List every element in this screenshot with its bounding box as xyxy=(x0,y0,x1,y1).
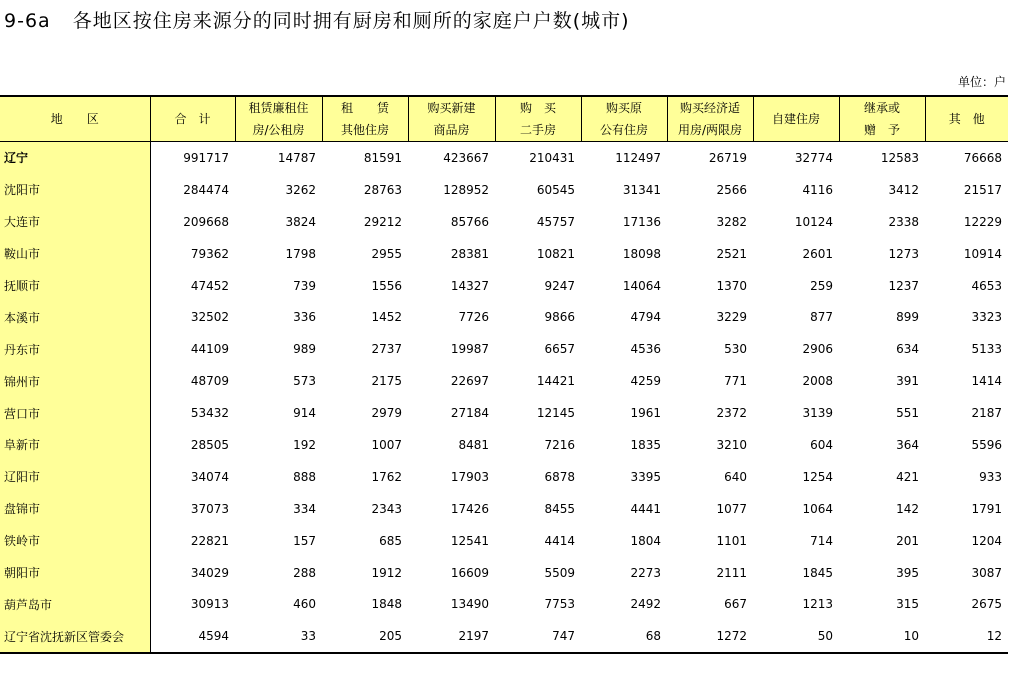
table-row xyxy=(0,557,1008,589)
value-cell: 3139 xyxy=(802,406,833,421)
value-cell: 32774 xyxy=(794,150,833,165)
value-cell: 2979 xyxy=(371,406,402,421)
value-cell: 2175 xyxy=(371,374,402,389)
column-header-line1: 购买经济适 xyxy=(679,101,740,115)
value-cell: 3262 xyxy=(285,182,316,197)
value-cell: 28381 xyxy=(450,246,489,261)
value-cell: 4414 xyxy=(544,533,575,548)
value-cell: 336 xyxy=(293,310,316,325)
value-cell: 19987 xyxy=(450,342,489,357)
value-cell: 4794 xyxy=(630,310,661,325)
value-cell: 2338 xyxy=(888,214,919,229)
table-row xyxy=(0,461,1008,493)
value-cell: 16609 xyxy=(450,565,489,580)
value-cell: 31341 xyxy=(622,182,661,197)
value-cell: 2343 xyxy=(371,501,402,516)
value-cell: 714 xyxy=(810,533,833,548)
value-cell: 6878 xyxy=(544,469,575,484)
value-cell: 112497 xyxy=(615,150,661,165)
table-row xyxy=(0,365,1008,397)
value-cell: 1414 xyxy=(971,374,1002,389)
value-cell: 68 xyxy=(581,620,667,653)
region-cell: 盘锦市 xyxy=(0,493,150,525)
value-cell: 888 xyxy=(293,469,316,484)
column-header xyxy=(753,96,839,142)
value-cell: 1254 xyxy=(802,469,833,484)
value-cell: 2492 xyxy=(630,597,661,612)
value-cell: 3282 xyxy=(716,214,747,229)
value-cell: 201 xyxy=(896,533,919,548)
table-row xyxy=(0,333,1008,365)
value-cell: 205 xyxy=(322,620,408,653)
value-cell: 3087 xyxy=(971,565,1002,580)
column-header-line1: 购买新建 xyxy=(427,101,476,115)
region-cell: 本溪市 xyxy=(0,301,150,333)
value-cell: 8481 xyxy=(458,437,489,452)
value-cell: 3210 xyxy=(716,437,747,452)
region-cell: 丹东市 xyxy=(0,333,150,365)
value-cell: 2906 xyxy=(802,342,833,357)
column-header-line2: 公有住房 xyxy=(599,123,648,137)
value-cell: 32502 xyxy=(190,310,229,325)
value-cell: 12229 xyxy=(963,214,1002,229)
column-header-line1: 其 他 xyxy=(948,112,985,126)
column-header-line2: 赠 予 xyxy=(863,123,900,137)
value-cell: 1762 xyxy=(371,469,402,484)
value-cell: 551 xyxy=(896,406,919,421)
value-cell: 3412 xyxy=(888,182,919,197)
table-title: 各地区按住房来源分的同时拥有厨房和厕所的家庭户户数(城市) xyxy=(72,10,630,32)
value-cell: 7753 xyxy=(544,597,575,612)
value-cell: 1835 xyxy=(630,437,661,452)
table-row xyxy=(0,206,1008,238)
table-row xyxy=(0,270,1008,302)
value-cell: 142 xyxy=(896,501,919,516)
value-cell: 1370 xyxy=(716,278,747,293)
value-cell: 85766 xyxy=(450,214,489,229)
value-cell: 933 xyxy=(979,469,1002,484)
value-cell: 334 xyxy=(293,501,316,516)
value-cell: 1452 xyxy=(371,310,402,325)
value-cell: 76668 xyxy=(963,150,1002,165)
value-cell: 12145 xyxy=(536,406,575,421)
value-cell: 2111 xyxy=(716,565,747,580)
value-cell: 423667 xyxy=(443,150,489,165)
region-cell: 沈阳市 xyxy=(0,174,150,206)
value-cell: 7726 xyxy=(458,310,489,325)
value-cell: 2197 xyxy=(408,620,495,653)
value-cell: 157 xyxy=(293,533,316,548)
value-cell: 22821 xyxy=(190,533,229,548)
column-header xyxy=(408,96,495,142)
value-cell: 5133 xyxy=(971,342,1002,357)
value-cell: 17426 xyxy=(450,501,489,516)
value-cell: 395 xyxy=(896,565,919,580)
region-cell: 鞍山市 xyxy=(0,238,150,270)
value-cell: 4441 xyxy=(630,501,661,516)
value-cell: 48709 xyxy=(190,374,229,389)
value-cell: 4116 xyxy=(802,182,833,197)
value-cell: 22697 xyxy=(450,374,489,389)
region-cell: 葫芦岛市 xyxy=(0,588,150,620)
table-body xyxy=(0,142,1008,654)
column-header xyxy=(495,96,581,142)
column-header xyxy=(322,96,408,142)
value-cell: 460 xyxy=(293,597,316,612)
value-cell: 2566 xyxy=(716,182,747,197)
value-cell: 1848 xyxy=(371,597,402,612)
value-cell: 44109 xyxy=(190,342,229,357)
value-cell: 421 xyxy=(896,469,919,484)
value-cell: 7216 xyxy=(544,437,575,452)
value-cell: 3323 xyxy=(971,310,1002,325)
value-cell: 1798 xyxy=(285,246,316,261)
value-cell: 14064 xyxy=(622,278,661,293)
value-cell: 209668 xyxy=(183,214,229,229)
value-cell: 4653 xyxy=(971,278,1002,293)
column-header-line1: 继承或 xyxy=(863,101,900,115)
value-cell: 28763 xyxy=(363,182,402,197)
value-cell: 1272 xyxy=(667,620,753,653)
value-cell: 1845 xyxy=(802,565,833,580)
value-cell: 2601 xyxy=(802,246,833,261)
value-cell: 28505 xyxy=(190,437,229,452)
value-cell: 1204 xyxy=(971,533,1002,548)
value-cell: 640 xyxy=(724,469,747,484)
value-cell: 739 xyxy=(293,278,316,293)
value-cell: 47452 xyxy=(190,278,229,293)
value-cell: 45757 xyxy=(536,214,575,229)
column-header xyxy=(235,96,322,142)
region-cell: 大连市 xyxy=(0,206,150,238)
value-cell: 9866 xyxy=(544,310,575,325)
region-cell: 阜新市 xyxy=(0,429,150,461)
header-row xyxy=(0,96,1008,142)
value-cell: 5509 xyxy=(544,565,575,580)
value-cell: 1961 xyxy=(630,406,661,421)
value-cell: 2521 xyxy=(716,246,747,261)
value-cell: 4259 xyxy=(630,374,661,389)
page-title xyxy=(4,6,630,33)
value-cell: 914 xyxy=(293,406,316,421)
value-cell: 13490 xyxy=(450,597,489,612)
value-cell: 26719 xyxy=(708,150,747,165)
value-cell: 3395 xyxy=(630,469,661,484)
value-cell: 573 xyxy=(293,374,316,389)
value-cell: 2955 xyxy=(371,246,402,261)
region-cell: 营口市 xyxy=(0,397,150,429)
value-cell: 284474 xyxy=(183,182,229,197)
value-cell: 989 xyxy=(293,342,316,357)
value-cell: 192 xyxy=(293,437,316,452)
value-cell: 12541 xyxy=(450,533,489,548)
value-cell: 1237 xyxy=(888,278,919,293)
value-cell: 667 xyxy=(724,597,747,612)
value-cell: 5596 xyxy=(971,437,1002,452)
value-cell: 37073 xyxy=(190,501,229,516)
table-row xyxy=(0,429,1008,461)
value-cell: 1791 xyxy=(971,501,1002,516)
value-cell: 128952 xyxy=(443,182,489,197)
table-row xyxy=(0,525,1008,557)
value-cell: 17136 xyxy=(622,214,661,229)
value-cell: 364 xyxy=(896,437,919,452)
value-cell: 18098 xyxy=(622,246,661,261)
table-row xyxy=(0,397,1008,429)
value-cell: 30913 xyxy=(190,597,229,612)
data-table xyxy=(0,95,1008,654)
value-cell: 877 xyxy=(810,310,833,325)
value-cell: 1064 xyxy=(802,501,833,516)
value-cell: 899 xyxy=(896,310,919,325)
column-header-line2: 商品房 xyxy=(433,123,470,137)
region-cell: 辽宁省沈抚新区管委会 xyxy=(0,620,150,653)
unit-label: 单位：户 xyxy=(957,75,1006,89)
value-cell: 50 xyxy=(753,620,839,653)
column-header-line1: 购买原 xyxy=(605,101,642,115)
value-cell: 10 xyxy=(839,620,925,653)
value-cell: 2008 xyxy=(802,374,833,389)
column-header-line2: 二手房 xyxy=(519,123,556,137)
value-cell: 8455 xyxy=(544,501,575,516)
column-header-line1: 地 区 xyxy=(50,112,99,126)
value-cell: 634 xyxy=(896,342,919,357)
table-row xyxy=(0,620,1008,653)
value-cell: 2737 xyxy=(371,342,402,357)
table-row xyxy=(0,493,1008,525)
column-header xyxy=(839,96,925,142)
value-cell: 1912 xyxy=(371,565,402,580)
table-row xyxy=(0,588,1008,620)
table-row xyxy=(0,301,1008,333)
value-cell: 33 xyxy=(235,620,322,653)
value-cell: 2372 xyxy=(716,406,747,421)
value-cell: 1213 xyxy=(802,597,833,612)
column-header xyxy=(150,96,235,142)
column-header-line1: 购 买 xyxy=(519,101,556,115)
value-cell: 1101 xyxy=(716,533,747,548)
table-code: 9-6a xyxy=(4,10,51,32)
table-header xyxy=(0,96,1008,142)
value-cell: 391 xyxy=(896,374,919,389)
value-cell: 288 xyxy=(293,565,316,580)
value-cell: 1273 xyxy=(888,246,919,261)
value-cell: 53432 xyxy=(190,406,229,421)
column-header-line1: 租 赁 xyxy=(340,101,389,115)
value-cell: 4536 xyxy=(630,342,661,357)
value-cell: 14787 xyxy=(277,150,316,165)
value-cell: 991717 xyxy=(183,150,229,165)
value-cell: 12 xyxy=(925,620,1008,653)
value-cell: 10821 xyxy=(536,246,575,261)
column-header-line2: 用房/两限房 xyxy=(677,123,743,137)
value-cell: 210431 xyxy=(529,150,575,165)
column-header-line2: 房/公租房 xyxy=(252,123,305,137)
column-header-line1: 自建住房 xyxy=(771,112,820,126)
value-cell: 1077 xyxy=(716,501,747,516)
value-cell: 1556 xyxy=(371,278,402,293)
region-cell: 朝阳市 xyxy=(0,557,150,589)
value-cell: 771 xyxy=(724,374,747,389)
value-cell: 17903 xyxy=(450,469,489,484)
value-cell: 259 xyxy=(810,278,833,293)
value-cell: 34029 xyxy=(190,565,229,580)
column-header xyxy=(925,96,1008,142)
region-cell: 辽阳市 xyxy=(0,461,150,493)
column-header-line1: 租赁廉租住 xyxy=(248,101,309,115)
region-cell: 辽宁 xyxy=(0,142,150,174)
value-cell: 4594 xyxy=(150,620,235,653)
value-cell: 12583 xyxy=(880,150,919,165)
table-row xyxy=(0,142,1008,174)
value-cell: 685 xyxy=(379,533,402,548)
value-cell: 34074 xyxy=(190,469,229,484)
value-cell: 9247 xyxy=(544,278,575,293)
value-cell: 27184 xyxy=(450,406,489,421)
value-cell: 2273 xyxy=(630,565,661,580)
table-row xyxy=(0,174,1008,206)
value-cell: 6657 xyxy=(544,342,575,357)
column-header-line1: 合 计 xyxy=(174,112,211,126)
value-cell: 60545 xyxy=(536,182,575,197)
value-cell: 10914 xyxy=(963,246,1002,261)
column-header xyxy=(0,96,150,142)
value-cell: 747 xyxy=(495,620,581,653)
value-cell: 3824 xyxy=(285,214,316,229)
value-cell: 29212 xyxy=(363,214,402,229)
value-cell: 3229 xyxy=(716,310,747,325)
value-cell: 2675 xyxy=(971,597,1002,612)
value-cell: 604 xyxy=(810,437,833,452)
column-header xyxy=(581,96,667,142)
value-cell: 1007 xyxy=(371,437,402,452)
value-cell: 81591 xyxy=(363,150,402,165)
region-cell: 锦州市 xyxy=(0,365,150,397)
value-cell: 21517 xyxy=(963,182,1002,197)
value-cell: 1804 xyxy=(630,533,661,548)
value-cell: 530 xyxy=(724,342,747,357)
value-cell: 14421 xyxy=(536,374,575,389)
value-cell: 315 xyxy=(896,597,919,612)
value-cell: 2187 xyxy=(971,406,1002,421)
table-row xyxy=(0,238,1008,270)
column-header xyxy=(667,96,753,142)
region-cell: 抚顺市 xyxy=(0,270,150,302)
value-cell: 79362 xyxy=(190,246,229,261)
value-cell: 14327 xyxy=(450,278,489,293)
value-cell: 10124 xyxy=(794,214,833,229)
column-header-line2: 其他住房 xyxy=(340,123,389,137)
region-cell: 铁岭市 xyxy=(0,525,150,557)
